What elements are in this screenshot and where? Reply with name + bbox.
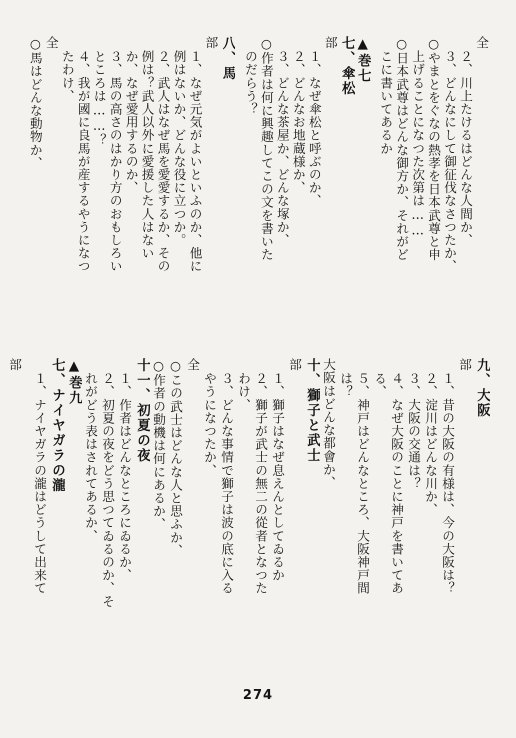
text-column: れがどう表はされてあるか、 [83,372,98,543]
text-column: １、昔の大阪の有様は、今の大阪は？ [440,372,455,595]
text-column: １、なぜ元気がよいといふのか、他に [187,50,203,273]
section-heading: 九、大阪 [474,358,490,418]
lower-right-block [6,358,490,678]
text-column: ３、馬の高さのはかり方のおもしろい [107,50,123,273]
section-heading: 十一、初夏の夜 [134,358,150,463]
text-column: １、ナイヤガラの瀧はどうして出来て [32,372,47,595]
section-heading: 八、馬 [219,36,236,81]
text-column: ５、神戸はどんなところ、大阪神戸間 [355,372,370,595]
text-column: ２、獅子が武士の無二の從者となつた [253,372,268,595]
text-column: る、 [372,372,387,399]
margin-label: 全 [474,36,489,50]
text-column: ４、我が國に良馬が産するやうになつ [75,50,91,273]
text-column: 上げることになつた次第は…… [410,50,426,239]
text-column: １、なぜ傘松と呼ぶのか、 [306,50,322,208]
section-heading: 十、獅子と武士 [304,358,320,463]
text-column: ２、淀川はどんな川か、 [423,372,438,517]
text-column: １、獅子はなぜ息えんとしてゐるか [270,372,285,582]
page-number: 274 [242,688,274,703]
text-column: ３、どんな事情で獅子は波の底に入る [219,372,234,595]
text-column: ○この武士はどんな人と思ふか、 [168,358,183,557]
text-column: たわけ、 [59,50,75,103]
text-column: ２、どんなお地蔵様か、 [290,50,306,195]
text-column: ○馬はどんな動物か、 [27,36,43,170]
margin-label: 部 [203,36,219,50]
margin-label: 部 [7,358,22,372]
section-heading: 七、ナイヤガラの瀧 [49,358,65,493]
margin-label: 全 [185,358,200,372]
text-column: わけ、 [236,372,251,412]
text-column: ３、大阪の交通は？ [406,372,421,490]
text-column: ４、なぜ大阪のことに神戸を書いてあ [389,372,404,595]
text-column: ２、川上たけるはどんな人間か、 [458,50,474,247]
text-column: は？ [338,372,353,399]
lower-text-block [7,358,490,678]
margin-label: 部 [457,358,472,372]
text-column: ３、どんな茶屋か、どんな塚か、 [274,50,290,247]
margin-label: 全 [43,36,59,50]
text-column: やうになつたか、 [202,372,217,477]
text-column: 例は？武人以外に愛援した人はない [139,50,155,260]
section-heading: ▲巻七 [354,36,371,84]
text-column: ○日本武尊はどんな御方か、それがど [394,36,410,262]
text-column: ２、初夏の夜をどう思つてゐるのか、そ [100,372,115,608]
text-column: ところは……？ [91,50,107,147]
text-column: こに書いてあるか [378,50,394,155]
text-column: ２、武人はなぜ馬を愛愛するか、その [155,50,171,273]
column-gap [23,358,31,678]
text-column: のだらう？ [242,50,258,116]
text-column: ３、どんなにして御征伐なさつたか、 [442,50,458,273]
margin-label: 部 [322,36,338,50]
text-column: 大阪はどんな都會か、 [321,358,336,489]
text-column: ○やまとをぐなの熱孝を日本武尊と申 [426,36,442,262]
upper-text-block [28,36,490,352]
section-heading: 七、傘松 [338,36,355,96]
text-column: ○作者は何に興趣してこの文を書いた [258,36,274,262]
column-gap [371,36,379,352]
margin-label: 部 [287,358,302,372]
section-heading: ▲巻九 [66,358,82,406]
text-column: １、作者はどんなところにゐるか、 [117,372,132,582]
text-column: ○作者の動機は何にあるか、 [151,358,166,531]
column-gap [235,36,243,352]
text-column: 例はないか、どんな役に立つか。 [171,50,187,247]
text-column: か、なぜ愛用するのか、 [123,50,139,195]
